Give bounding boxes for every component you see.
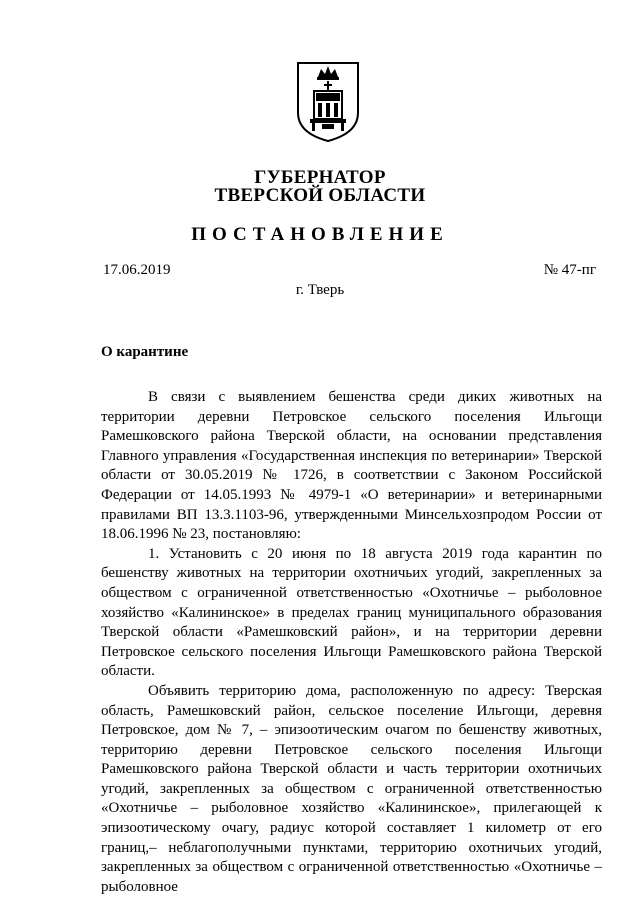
document-date: 17.06.2019 — [103, 262, 171, 278]
document-body — [101, 388, 602, 897]
document-subject: О карантине — [101, 344, 189, 360]
document-type: ПОСТАНОВЛЕНИЕ — [191, 224, 449, 245]
paragraph: В связи с выявлением бешенства среди диких животных на территории деревни Петровское сельского поселения Ильгощи Рамешковского района Тверской области, на основании представления Главного управления «Государственная инспекция по ветеринарии» Тверской области от 30.05.2019 № 1726, в соответствии с Законом Российской Федерации от 14.05.1993 № 4979-1 «О ветеринарии» и ветеринарными правилами ВП 13.3.1103-96, утвержденными Минсельхозпродом России от 18.06.1996 № 23, постановляю: — [101, 389, 602, 543]
issuer-title-line2: ТВЕРСКОЙ ОБЛАСТИ — [214, 185, 426, 206]
issuer-title-line1: ГУБЕРНАТОР — [254, 167, 386, 188]
paragraph: 1. Установить с 20 июня по 18 августа 2019 года карантин по бешенству животных на территории охотничьих угодий, закрепленных за обществом с ограниченной ответственностью «Охотничье – рыболовное хозяйство «Калининское» в пределах границ муниципального образования Тверской области «Рамешковский район», и на территории деревни Петровское сельского поселения Ильгощи Рамешковского района Тверской области. — [101, 545, 602, 680]
document-city: г. Тверь — [295, 282, 345, 298]
tver-coat-of-arms-icon — [296, 61, 360, 143]
paragraph: Объявить территорию дома, расположенную по адресу: Тверская область, Рамешковский район, сельское поселение Ильгощи, деревня Петровское, дом № 7, – эпизоотическим очагом по бешенству животных, территорию деревни Петровское сельского поселения Ильгощи Рамешковского района Тверской области и часть территории охотничьих угодий, закрепленных за обществом с ограниченной ответственностью «Охотничье – рыболовное хозяйство «Калининское», прилегающей к эпизоотическому очагу, радиус которой составляет 1 километр от его границ,– неблагополучными пунктами, территорию охотничьих угодий, закрепленных за обществом с ограниченной ответственностью «Охотничье – рыболовное — [101, 682, 602, 895]
document-number: № 47-пг — [543, 262, 596, 278]
